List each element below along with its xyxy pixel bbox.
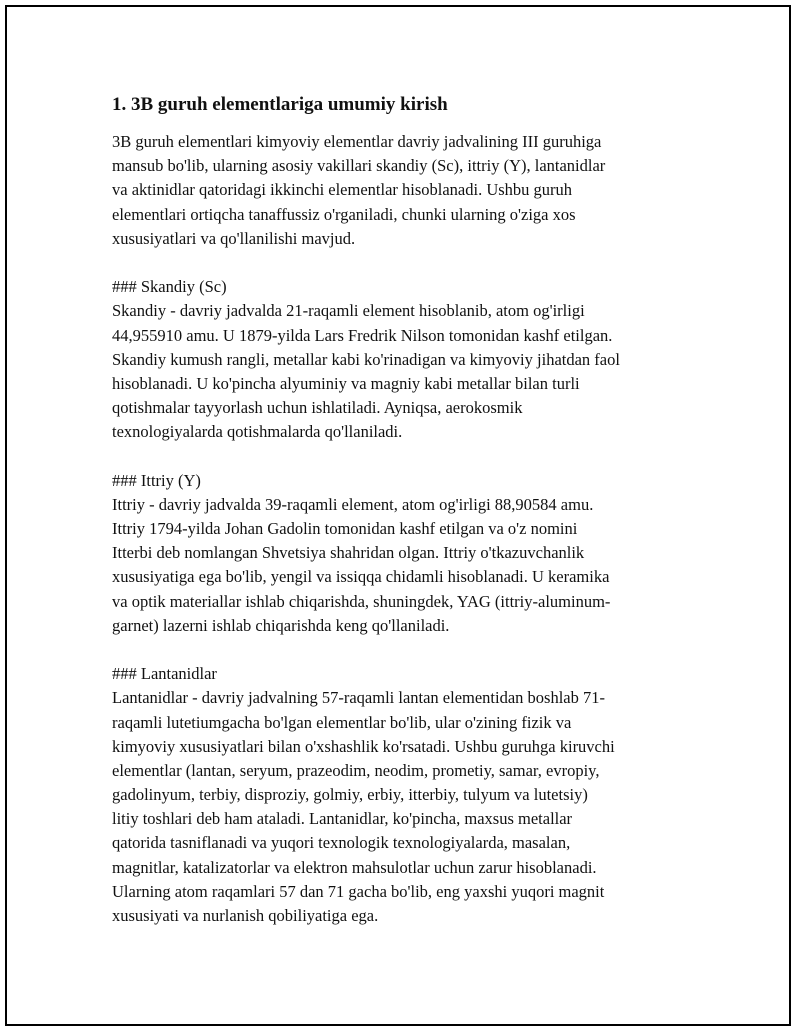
paragraph-gap: [112, 638, 697, 662]
paragraph-line: texnologiyalarda qotishmalarda qo'llaniladi.: [112, 422, 403, 442]
paragraph-line: Skandiy kumush rangli, metallar kabi ko'rinadigan va kimyoviy jihatdan faol: [112, 349, 620, 369]
paragraph-line: mansub bo'lib, ularning asosiy vakillari skandiy (Sc), ittriy (Y), lantanidlar: [112, 156, 606, 176]
paragraph-line: magnitlar, katalizatorlar va elektron mahsulotlar uchun zarur hisoblanadi.: [112, 857, 597, 877]
paragraph-line: elementlari ortiqcha tanaffussiz o'rganiladi, chunki ularning o'ziga xos: [112, 204, 576, 224]
paragraph-line: Skandiy - davriy jadvalda 21-raqamli element hisoblanib, atom og'irligi: [112, 301, 585, 321]
paragraph-line: Ittriy 1794-yilda Johan Gadolin tomonidan kashf etilgan va o'z nomini: [112, 519, 578, 538]
paragraph-line: 44,955910 amu. U 1879-yilda Lars Fredrik Nilson tomonidan kashf etilgan.: [112, 325, 613, 345]
paragraph-line: elementlar (lantan, seryum, prazeodim, neodim, prometiy, samar, evropiy,: [112, 760, 600, 780]
paragraph-line: xususiyatiga ega bo'lib, yengil va issiqqa chidamli hisoblanadi. U keramika: [112, 567, 610, 587]
paragraph-line: qotishmalar tayyorlash uchun ishlatiladi. Ayniqsa, aerokosmik: [112, 398, 523, 418]
section-lanthanides: [112, 662, 697, 928]
paragraph-gap: [112, 444, 697, 468]
paragraph-line: qatorida tasniflanadi va yuqori texnologik texnologiyalarda, masalan,: [112, 833, 571, 853]
paragraph-line: kimyoviy xususiyatlari bilan o'xshashlik ko'rsatadi. Ushbu guruhga kiruvchi: [112, 736, 615, 756]
paragraph-line: raqamli lutetiumgacha bo'lgan elementlar bo'lib, ular o'zining fizik va: [112, 712, 572, 732]
paragraph-line: xususiyati va nurlanish qobiliyatiga ega.: [112, 906, 379, 925]
paragraph-gap: [112, 251, 697, 275]
paragraph-line: garnet) lazerni ishlab chiqarishda keng qo'llaniladi.: [112, 615, 450, 635]
section-heading: ### Skandiy (Sc): [112, 277, 227, 297]
paragraph-line: 3B guruh elementlari kimyoviy elementlar davriy jadvalining III guruhiga: [112, 132, 602, 151]
section-scandium: [112, 275, 697, 444]
page-title: 1. 3B guruh elementlariga umumiy kirish: [112, 94, 448, 115]
paragraph-line: va aktinidlar qatoridagi ikkinchi elementlar hisoblanadi. Ushbu guruh: [112, 180, 573, 200]
intro-paragraph: [112, 130, 697, 251]
section-heading: ### Lantanidlar: [112, 664, 217, 684]
paragraph-line: hisoblanadi. U ko'pincha alyuminiy va magniy kabi metallar bilan turli: [112, 373, 580, 393]
document-body: [112, 92, 697, 928]
paragraph-line: gadolinyum, terbiy, disproziy, golmiy, erbiy, itterbiy, tulyum va lutetsiy): [112, 785, 588, 805]
paragraph-line: Ularning atom raqamlari 57 dan 71 gacha bo'lib, eng yaxshi yuqori magnit: [112, 881, 605, 901]
paragraph-line: Ittriy - davriy jadvalda 39-raqamli element, atom og'irligi 88,90584 amu.: [112, 494, 594, 514]
paragraph-line: va optik materiallar ishlab chiqarishda, shuningdek, YAG (ittriy-aluminum-: [112, 591, 611, 611]
paragraph-line: Lantanidlar - davriy jadvalning 57-raqamli lantan elementidan boshlab 71-: [112, 688, 606, 708]
paragraph-line: xususiyatlari va qo'llanilishi mavjud.: [112, 228, 356, 248]
paragraph-line: Itterbi deb nomlangan Shvetsiya shahridan olgan. Ittriy o'tkazuvchanlik: [112, 543, 585, 563]
section-yttrium: [112, 469, 697, 638]
section-heading: ### Ittriy (Y): [112, 470, 201, 490]
paragraph-line: litiy toshlari deb ham ataladi. Lantanidlar, ko'pincha, maxsus metallar: [112, 809, 573, 829]
